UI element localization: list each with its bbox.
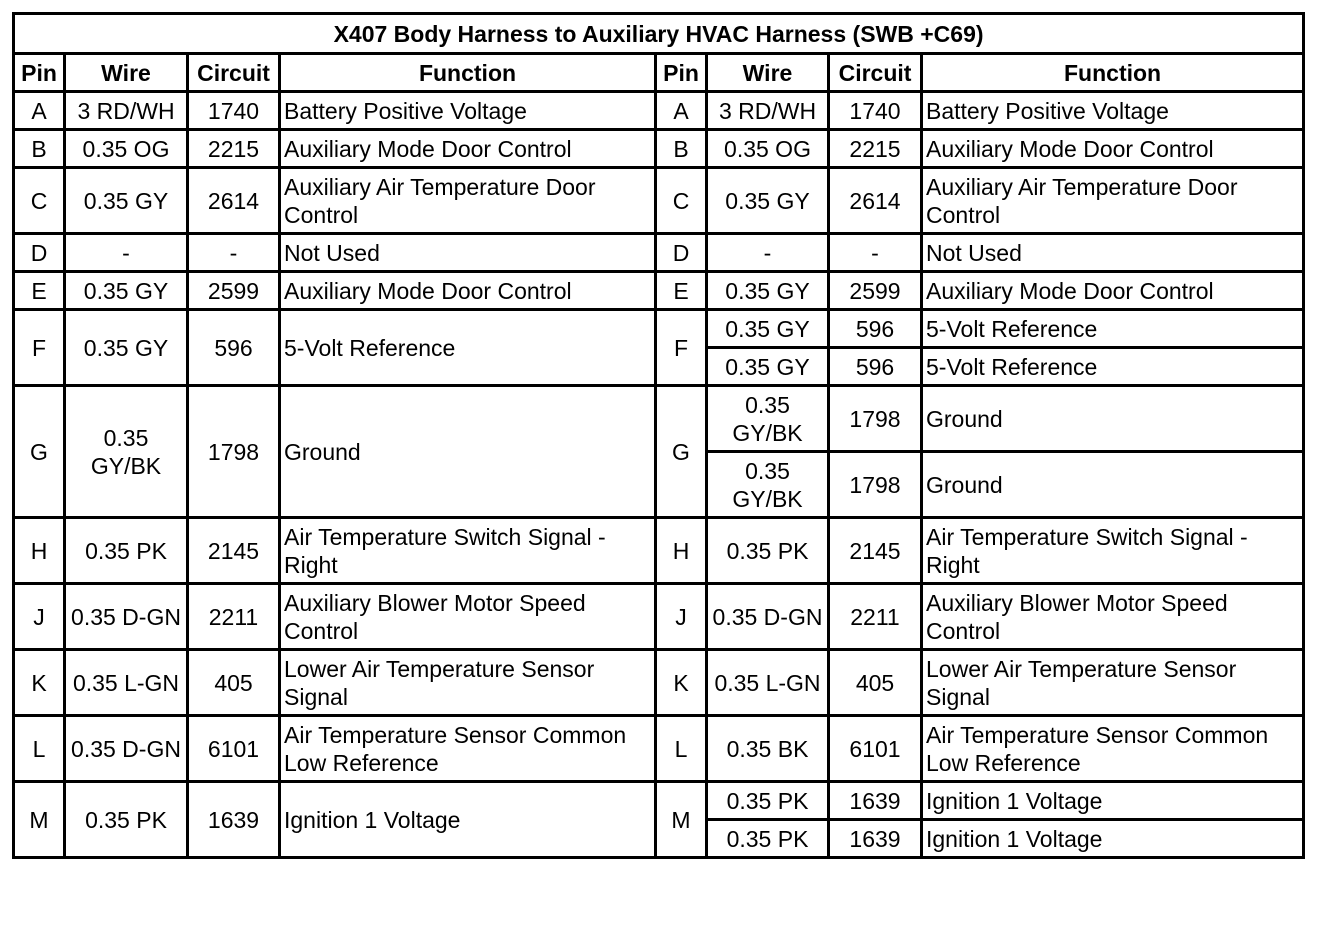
- pin-cell-right: E: [656, 272, 707, 310]
- circuit-cell-right: 2145: [829, 518, 922, 584]
- function-cell-right: Ignition 1 Voltage: [922, 820, 1304, 858]
- circuit-cell-right: 2215: [829, 130, 922, 168]
- circuit-cell-right: 1798: [829, 386, 922, 452]
- connector-table-container: [12, 12, 1302, 859]
- table-title: X407 Body Harness to Auxiliary HVAC Harness (SWB +C69): [14, 14, 1304, 54]
- circuit-cell-right: -: [829, 234, 922, 272]
- wire-cell-left: 0.35 GY/BK: [65, 386, 188, 518]
- connector-pinout-table: [12, 12, 1305, 859]
- pin-cell-right: G: [656, 386, 707, 518]
- pin-cell-left: C: [14, 168, 65, 234]
- function-cell-right: Auxiliary Air Temperature Door Control: [922, 168, 1304, 234]
- circuit-cell-right: 1798: [829, 452, 922, 518]
- header-pin-left: Pin: [14, 54, 65, 92]
- function-cell-left: Air Temperature Sensor Common Low Reference: [280, 716, 656, 782]
- wire-cell-right: 3 RD/WH: [707, 92, 829, 130]
- circuit-cell-left: 405: [188, 650, 280, 716]
- circuit-cell-left: 2145: [188, 518, 280, 584]
- wire-cell-left: 0.35 GY: [65, 272, 188, 310]
- wire-cell-right: 0.35 D-GN: [707, 584, 829, 650]
- table-row: [14, 782, 1304, 820]
- function-cell-left: Auxiliary Air Temperature Door Control: [280, 168, 656, 234]
- table-row: [14, 386, 1304, 452]
- header-wire-right: Wire: [707, 54, 829, 92]
- circuit-cell-left: 596: [188, 310, 280, 386]
- pin-cell-left: F: [14, 310, 65, 386]
- header-function-left: Function: [280, 54, 656, 92]
- wire-cell-right: 0.35 OG: [707, 130, 829, 168]
- function-cell-left: Not Used: [280, 234, 656, 272]
- circuit-cell-right: 1639: [829, 820, 922, 858]
- pin-cell-right: D: [656, 234, 707, 272]
- wire-cell-left: 0.35 PK: [65, 518, 188, 584]
- pin-cell-left: A: [14, 92, 65, 130]
- wire-cell-left: 0.35 PK: [65, 782, 188, 858]
- circuit-cell-right: 1740: [829, 92, 922, 130]
- function-cell-right: 5-Volt Reference: [922, 348, 1304, 386]
- table-row: [14, 168, 1304, 234]
- function-cell-right: Air Temperature Switch Signal - Right: [922, 518, 1304, 584]
- circuit-cell-right: 596: [829, 348, 922, 386]
- function-cell-right: Not Used: [922, 234, 1304, 272]
- pin-cell-left: D: [14, 234, 65, 272]
- function-cell-right: Ground: [922, 386, 1304, 452]
- circuit-cell-left: 1798: [188, 386, 280, 518]
- pin-cell-right: A: [656, 92, 707, 130]
- wire-cell-right: 0.35 PK: [707, 820, 829, 858]
- function-cell-right: Auxiliary Mode Door Control: [922, 130, 1304, 168]
- circuit-cell-right: 1639: [829, 782, 922, 820]
- wire-cell-left: 0.35 L-GN: [65, 650, 188, 716]
- wire-cell-left: 0.35 D-GN: [65, 716, 188, 782]
- table-row: [14, 234, 1304, 272]
- pin-cell-left: B: [14, 130, 65, 168]
- circuit-cell-left: 6101: [188, 716, 280, 782]
- header-circuit-left: Circuit: [188, 54, 280, 92]
- pin-cell-right: F: [656, 310, 707, 386]
- circuit-cell-right: 2599: [829, 272, 922, 310]
- header-row: [14, 54, 1304, 92]
- function-cell-right: Air Temperature Sensor Common Low Reference: [922, 716, 1304, 782]
- wire-cell-left: 0.35 D-GN: [65, 584, 188, 650]
- function-cell-left: Auxiliary Mode Door Control: [280, 130, 656, 168]
- function-cell-left: Battery Positive Voltage: [280, 92, 656, 130]
- pin-cell-right: M: [656, 782, 707, 858]
- pin-cell-right: H: [656, 518, 707, 584]
- pin-cell-left: M: [14, 782, 65, 858]
- wire-cell-right: 0.35 GY/BK: [707, 452, 829, 518]
- function-cell-left: Auxiliary Blower Motor Speed Control: [280, 584, 656, 650]
- pin-cell-left: J: [14, 584, 65, 650]
- wire-cell-right: 0.35 BK: [707, 716, 829, 782]
- header-circuit-right: Circuit: [829, 54, 922, 92]
- header-wire-left: Wire: [65, 54, 188, 92]
- circuit-cell-left: 2614: [188, 168, 280, 234]
- pin-cell-right: K: [656, 650, 707, 716]
- pin-cell-right: C: [656, 168, 707, 234]
- wire-cell-right: 0.35 GY/BK: [707, 386, 829, 452]
- table-row: [14, 310, 1304, 348]
- function-cell-left: Ignition 1 Voltage: [280, 782, 656, 858]
- header-pin-right: Pin: [656, 54, 707, 92]
- pin-cell-right: L: [656, 716, 707, 782]
- function-cell-left: Auxiliary Mode Door Control: [280, 272, 656, 310]
- wire-cell-right: 0.35 L-GN: [707, 650, 829, 716]
- wire-cell-left: 0.35 GY: [65, 310, 188, 386]
- wire-cell-right: 0.35 GY: [707, 168, 829, 234]
- circuit-cell-right: 2614: [829, 168, 922, 234]
- function-cell-right: Auxiliary Blower Motor Speed Control: [922, 584, 1304, 650]
- function-cell-right: Ground: [922, 452, 1304, 518]
- function-cell-right: Battery Positive Voltage: [922, 92, 1304, 130]
- wire-cell-right: 0.35 PK: [707, 782, 829, 820]
- function-cell-right: 5-Volt Reference: [922, 310, 1304, 348]
- table-row: [14, 650, 1304, 716]
- table-row: [14, 272, 1304, 310]
- title-row: [14, 14, 1304, 54]
- circuit-cell-left: 2599: [188, 272, 280, 310]
- function-cell-right: Auxiliary Mode Door Control: [922, 272, 1304, 310]
- wire-cell-right: 0.35 GY: [707, 310, 829, 348]
- pin-cell-left: K: [14, 650, 65, 716]
- circuit-cell-left: -: [188, 234, 280, 272]
- function-cell-left: Lower Air Temperature Sensor Signal: [280, 650, 656, 716]
- circuit-cell-right: 2211: [829, 584, 922, 650]
- pin-cell-left: L: [14, 716, 65, 782]
- pin-cell-left: G: [14, 386, 65, 518]
- wire-cell-left: 0.35 OG: [65, 130, 188, 168]
- circuit-cell-right: 596: [829, 310, 922, 348]
- circuit-cell-left: 1740: [188, 92, 280, 130]
- circuit-cell-right: 6101: [829, 716, 922, 782]
- wire-cell-right: 0.35 PK: [707, 518, 829, 584]
- circuit-cell-right: 405: [829, 650, 922, 716]
- circuit-cell-left: 1639: [188, 782, 280, 858]
- wire-cell-right: 0.35 GY: [707, 348, 829, 386]
- table-row: [14, 716, 1304, 782]
- table-row: [14, 130, 1304, 168]
- wire-cell-left: -: [65, 234, 188, 272]
- table-row: [14, 584, 1304, 650]
- circuit-cell-left: 2211: [188, 584, 280, 650]
- function-cell-left: Ground: [280, 386, 656, 518]
- circuit-cell-left: 2215: [188, 130, 280, 168]
- pin-cell-right: B: [656, 130, 707, 168]
- wire-cell-right: -: [707, 234, 829, 272]
- wire-cell-left: 3 RD/WH: [65, 92, 188, 130]
- wire-cell-right: 0.35 GY: [707, 272, 829, 310]
- pin-cell-left: H: [14, 518, 65, 584]
- function-cell-right: Lower Air Temperature Sensor Signal: [922, 650, 1304, 716]
- table-row: [14, 92, 1304, 130]
- function-cell-left: 5-Volt Reference: [280, 310, 656, 386]
- function-cell-left: Air Temperature Switch Signal - Right: [280, 518, 656, 584]
- header-function-right: Function: [922, 54, 1304, 92]
- pin-cell-right: J: [656, 584, 707, 650]
- table-row: [14, 518, 1304, 584]
- pin-cell-left: E: [14, 272, 65, 310]
- function-cell-right: Ignition 1 Voltage: [922, 782, 1304, 820]
- wire-cell-left: 0.35 GY: [65, 168, 188, 234]
